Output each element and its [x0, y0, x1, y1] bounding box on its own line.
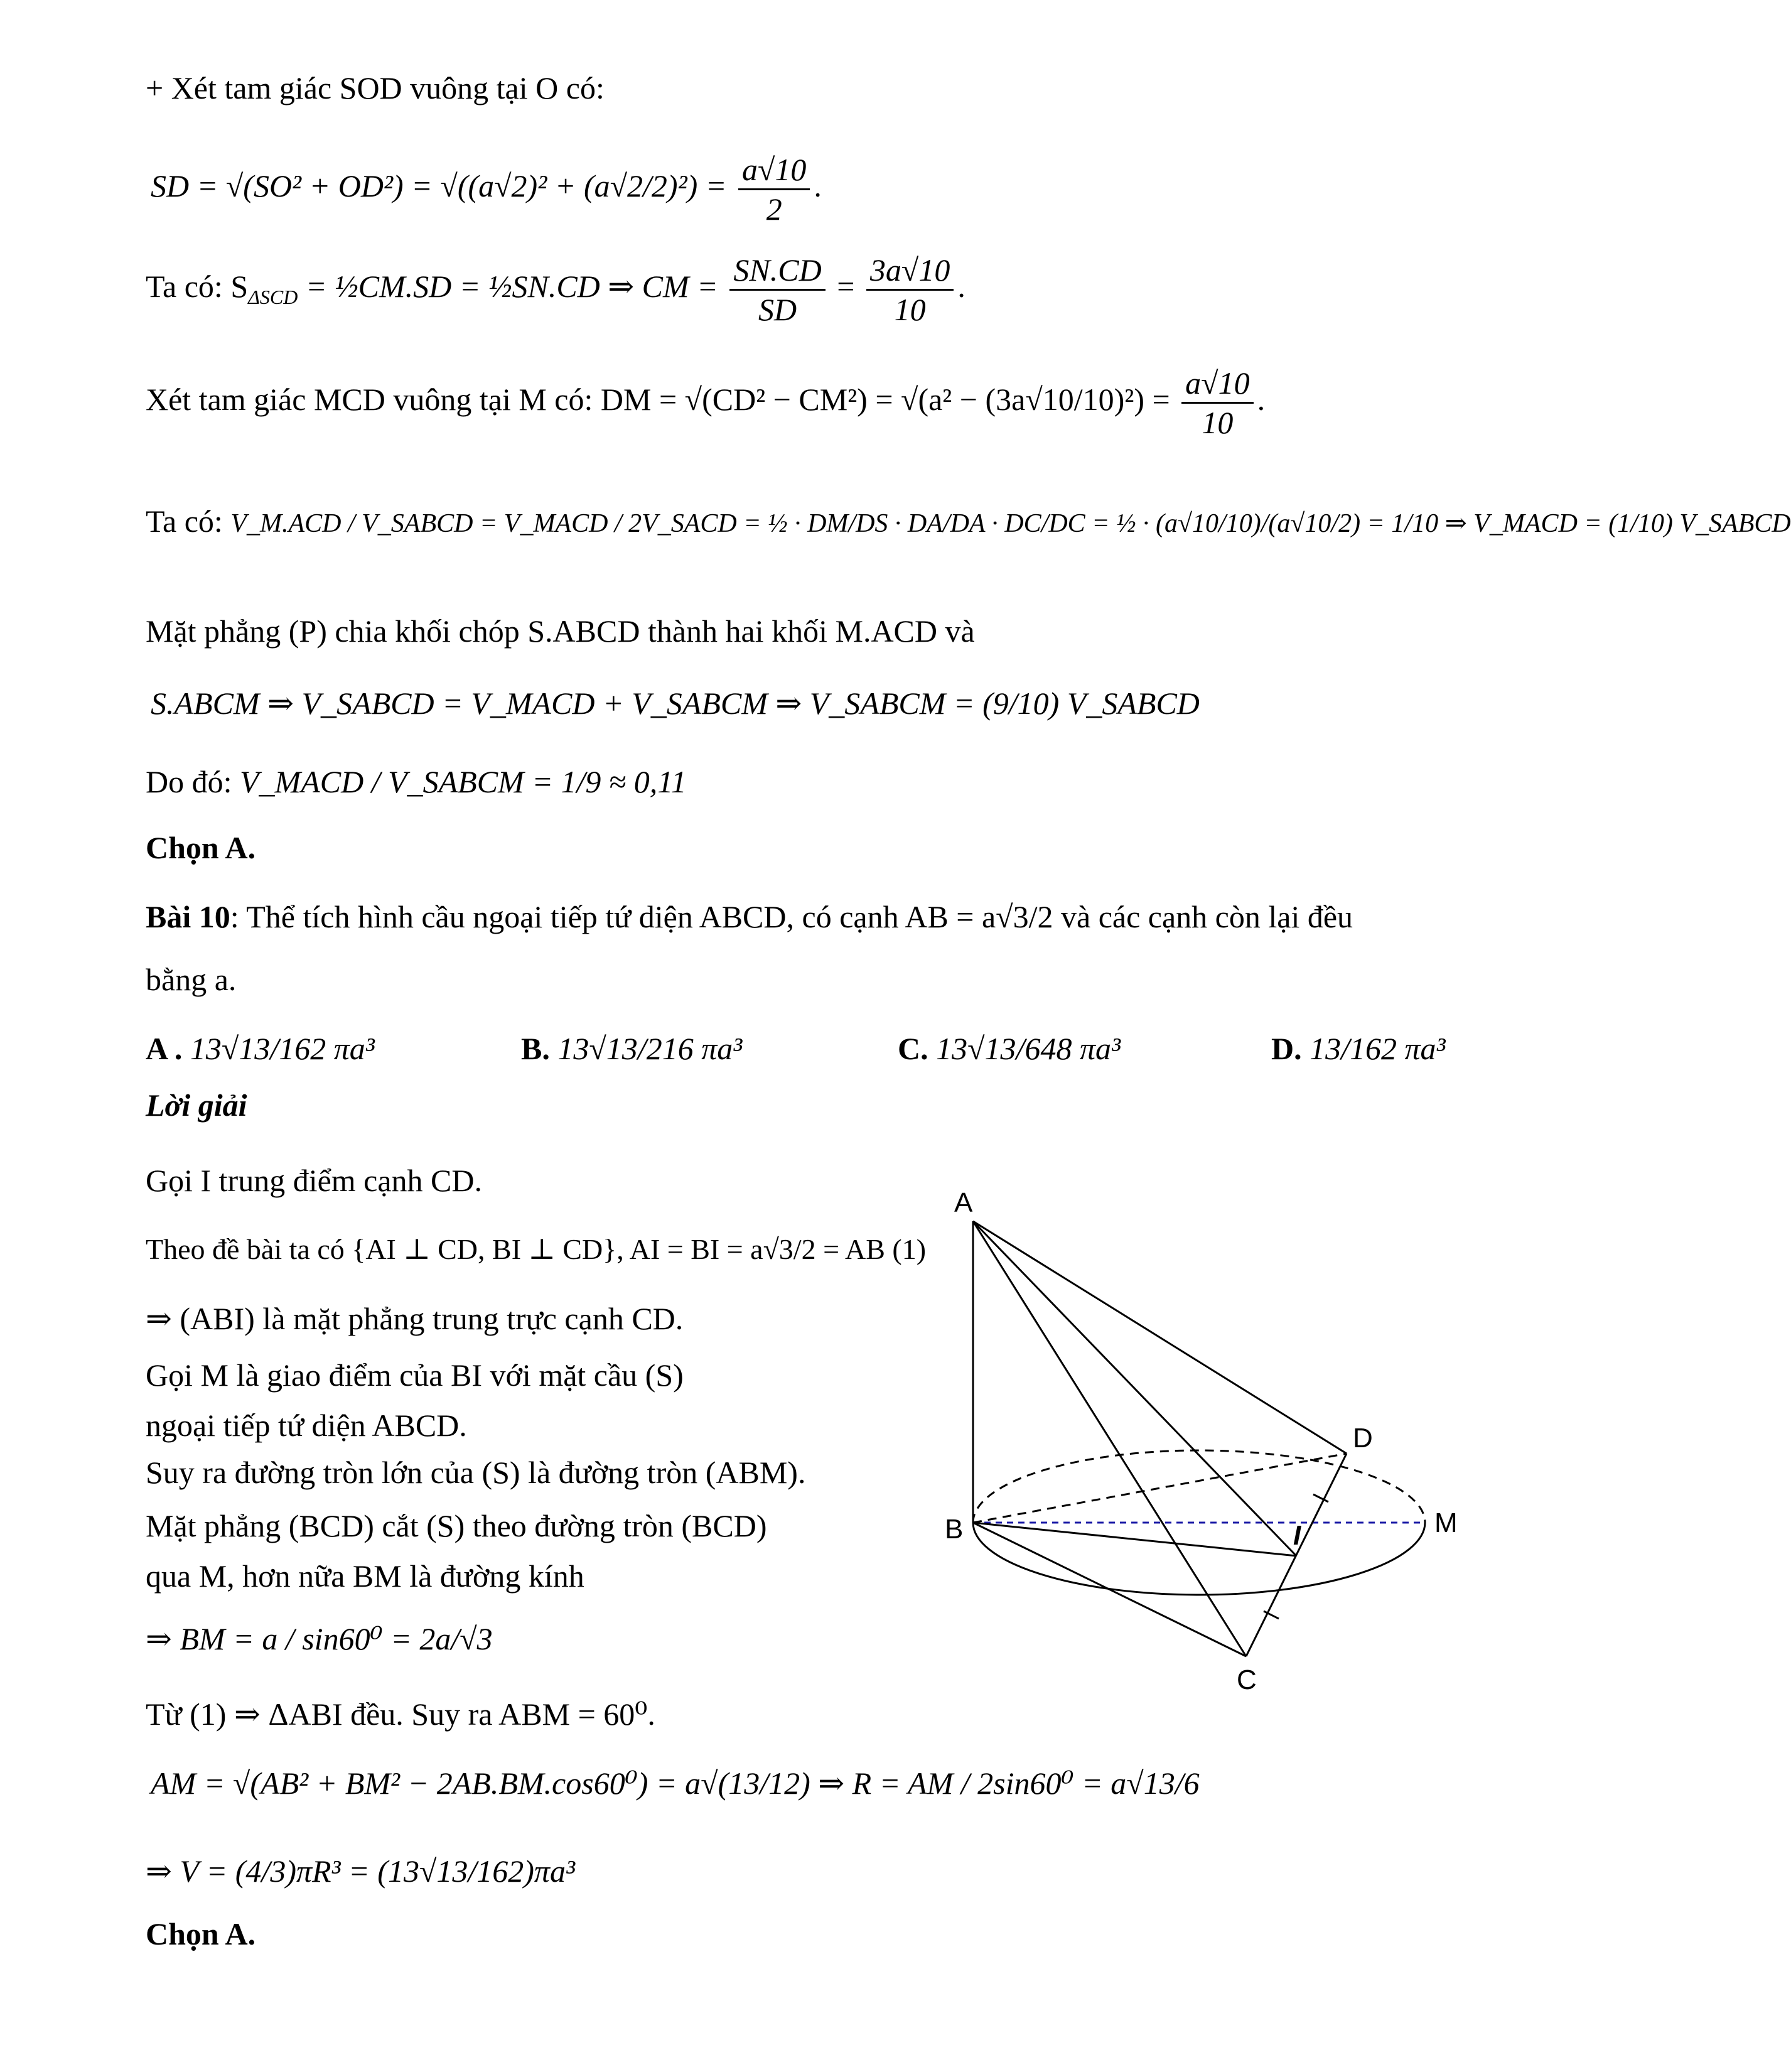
line-1: + Xét tam giác SOD vuông tại O có:	[146, 70, 605, 105]
volume-ratio-expression: V_M.ACD / V_SABCD = V_MACD / 2V_SACD = ½ · DM/DS · DA/DA · DC/DC = ½ · (a√10/10)/(a√10/2) = 1/10 ⇒ V_MACD = (1/10) V_SABCD	[230, 509, 1791, 538]
solution-line-11: AM = √(AB² + BM² − 2AB.BM.cos60⁰) = a√(13/12) ⇒ R = AM / 2sin60⁰ = a√13/6	[151, 1766, 1200, 1801]
solution-line-5: ngoại tiếp tứ diện ABCD.	[146, 1408, 467, 1443]
sd-formula: SD = √(SO² + OD²) = √((a√2)² + (a√2/2)²) =	[151, 168, 727, 203]
solution-line-9: ⇒ BM = a / sin60⁰ = 2a/√3	[146, 1621, 493, 1656]
label-d: D	[1353, 1423, 1373, 1454]
cm-fraction-1: $\frac{SN.CD}{SD}$	[729, 251, 825, 328]
solution-line-7: Mặt phẳng (BCD) cắt (S) theo đường tròn (BCD)	[146, 1508, 767, 1543]
problem-label: Bài 10	[146, 899, 230, 934]
label-i: I	[1293, 1520, 1301, 1551]
choose-answer-1: Chọn A.	[146, 830, 256, 865]
problem-10	[146, 898, 1353, 936]
solution-line-12: ⇒ V = (4/3)πR³ = (13√13/162)πa³	[146, 1853, 575, 1889]
option-b: B. 13√13/216 πa³	[521, 1031, 743, 1066]
label-c: C	[1237, 1665, 1257, 1695]
cm-fraction-2: $\frac{3a√10}{10}$	[866, 251, 954, 328]
line-3: Ta có: $S_{\Delta SCD}$ = ½CM.SD = ½SN.CD ⇒ CM = $\frac{SN.CD}{SD}$ = $\frac{3a√10}{10}$ .	[146, 252, 965, 327]
ratio-result: V_MACD / V_SABCM = 1/9 ≈ 0,11	[240, 764, 687, 799]
edge-ai	[973, 1221, 1296, 1556]
label-a: A	[954, 1187, 973, 1218]
line-4: Xét tam giác MCD vuông tại M có: DM = √(CD² − CM²) = √(a² − (3a√10/10)²) = $\frac{a√10}{10}$ .	[146, 365, 1266, 440]
problem-text: : Thể tích hình cầu ngoại tiếp tứ diện ABCD, có cạnh AB = a√3/2 và các cạnh còn lại đều	[230, 899, 1353, 934]
edge-ac	[973, 1221, 1246, 1656]
option-a: A . 13√13/162 πa³	[146, 1031, 375, 1066]
solution-line-8: qua M, hơn nữa BM là đường kính	[146, 1558, 584, 1594]
edge-bi	[973, 1523, 1296, 1556]
line-6: Mặt phẳng (P) chia khối chóp S.ABCD thành hai khối M.ACD và	[146, 613, 975, 649]
edge-ad	[973, 1221, 1347, 1454]
solution-line-4: Gọi M là giao điểm của BI với mặt cầu (S)	[146, 1357, 684, 1393]
solution-line-6: Suy ra đường tròn lớn của (S) là đường tròn (ABM).	[146, 1455, 806, 1490]
circle-front	[973, 1523, 1425, 1595]
geometry-figure	[929, 1180, 1463, 1695]
solution-heading: Lời giải	[146, 1087, 247, 1123]
solution-line-2: Theo đề bài ta có {AI ⊥ CD, BI ⊥ CD}, AI = BI = a√3/2 = AB (1)	[146, 1233, 927, 1265]
line-8: Do đó: V_MACD / V_SABCM = 1/9 ≈ 0,11	[146, 764, 687, 799]
option-c: C. 13√13/648 πa³	[898, 1031, 1121, 1066]
circle-back-dashed	[973, 1450, 1425, 1523]
label-m: M	[1434, 1508, 1458, 1538]
line-2: SD = √(SO² + OD²) = √((a√2)² + (a√2/2)²) = $\frac{a√10}{2}$ .	[151, 152, 822, 227]
solution-line-10: Từ (1) ⇒ ΔABI đều. Suy ra ABM = 60⁰.	[146, 1697, 655, 1732]
dm-fraction: $\frac{a√10}{10}$	[1181, 364, 1253, 441]
option-d: D. 13/162 πa³	[1271, 1031, 1446, 1066]
label-b: B	[945, 1514, 964, 1545]
choose-answer-2: Chọn A.	[146, 1916, 256, 1951]
line-5: Ta có: V_M.ACD / V_SABCD = V_MACD / 2V_SACD = ½ · DM/DS · DA/DA · DC/DC = ½ · (a√10/10)/(a√10/2) = 1/10 ⇒ V_MACD = (1/10) V_SABCD	[146, 504, 1791, 539]
edge-bd	[973, 1454, 1347, 1523]
problem-10-cont: bằng a.	[146, 962, 237, 997]
sd-result-fraction: $\frac{a√10}{2}$	[738, 151, 810, 228]
solution-line-3: ⇒ (ABI) là mặt phẳng trung trực cạnh CD.	[146, 1301, 684, 1336]
solution-line-1: Gọi I trung điểm cạnh CD.	[146, 1163, 483, 1198]
line-7: S.ABCM ⇒ V_SABCD = V_MACD + V_SABCM ⇒ V_SABCM = (9/10) V_SABCD	[151, 686, 1200, 721]
